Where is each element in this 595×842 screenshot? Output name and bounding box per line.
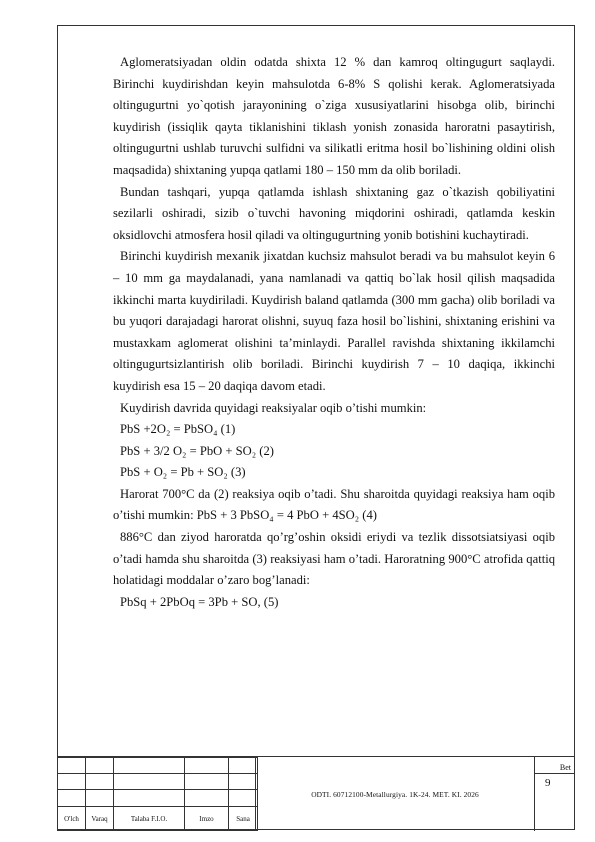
equation-2: PbS + 3/2 O₂ = PbO + SO₂ (2) (120, 443, 274, 458)
page-number-box (535, 757, 575, 831)
equation-5: PbSq + 2PbOq = 3Pb + SO, (5) (120, 594, 279, 609)
equation-3: PbS + O₂ = Pb + SO₂ (3) (120, 465, 246, 480)
paragraph-4: Harorat 700°C da (2) reaksiya oqib o’tadi. Shu sharoitda quyidagi reaksiya ham oqib o’tishi mumkin: PbS + 3 PbSO₄ = 4 PbO + 4SO₂ (4) (113, 486, 555, 523)
col-label-olch: O'lch (58, 807, 86, 831)
col-label-talaba: Talaba F.I.O. (114, 807, 185, 831)
title-block (57, 756, 575, 830)
document-code-text: ODTI. 60712100-Metallurgiya. 1K-24. MET. KI. 2026 (311, 789, 479, 799)
page-number: 9 (545, 777, 551, 789)
col-label-varaq: Varaq (86, 807, 114, 831)
col-label-imzo: Imzo (185, 807, 229, 831)
paragraph-2: Bundan tashqari, yupqa qatlamda ishlash shixtaning gaz o`tkazish qobiliyatini sezilarli oshiradi, sizib o`tuvchi havoning miqdorini oshiradi, qatlamda keskin oksidlovchi atmosfera hosil qiladi va oltingugurtning yonib botishini kuchaytiradi. (113, 184, 555, 242)
title-block-grid (57, 757, 258, 831)
paragraph-5: 886°C dan ziyod haroratda qo’rg’oshin oksidi eriydi va tezlik dissotsiatsiyasi oqib o’tadi hamda shu sharoitda (3) reaksiyasi ham o’tadi. Haroratning 900°C atrofida qattiq holatidagi moddalar o’zaro bog’lanadi: (113, 530, 555, 588)
page-label: Bet (535, 757, 575, 774)
paragraph-reactions-intro: Kuydirish davrida quyidagi reaksiyalar oqib o’tishi mumkin: (120, 400, 427, 415)
paragraph-3: Birinchi kuydirish mexanik jixatdan kuchsiz mahsulot beradi va bu mahsulot keyin 6 – 10 mm ga maydalanadi, yana namlanadi va qattiq bo`lak hosil qilish maqsadida ikkinchi marta kuydiriladi. Kuydirish baland qatlamda (300 mm gacha) olib boriladi va bu yuqori darajadagi harorat olishni, suyuq faza hosil bo`lishini, shixtaning erishini va mustaxkam aglomerat olishini ta’minlaydi. Parallel ravishda shixtaning ikkilamchi oltingugurtsizlantirish olib boriladi. Birinchi kuydirish 7 – 10 daqiqa, ikkinchi kuydirish esa 15 – 20 daqiqa davom etadi. (113, 249, 555, 393)
document-code (255, 757, 535, 831)
paragraph-1: Aglomeratsiyadan oldin odatda shixta 12 % dan kamroq oltingugurt saqlaydi. Birinchi kuydirishdan keyin mahsulotda 6-8% S qolishi kerak. Aglomeratsiyada oltingugurtni yo`qotish jarayonining o`ziga xususiyatlarini hisobga olib, birinchi kuydirish (issiqlik qayta tiklanishini tiklash yonish zonasida haroratni pasaytirish, oltingugurtni ushlab turuvchi sulfidni va silikatli eritma hosil bo`lishining oldini olish maqsadida) shixtaning yupqa qatlami 180 – 150 mm da olib boriladi. (113, 55, 555, 177)
document-body (113, 52, 555, 613)
col-label-sana: Sana (229, 807, 258, 831)
equation-1: PbS +2O₂ = PbSO₄ (1) (120, 422, 236, 437)
